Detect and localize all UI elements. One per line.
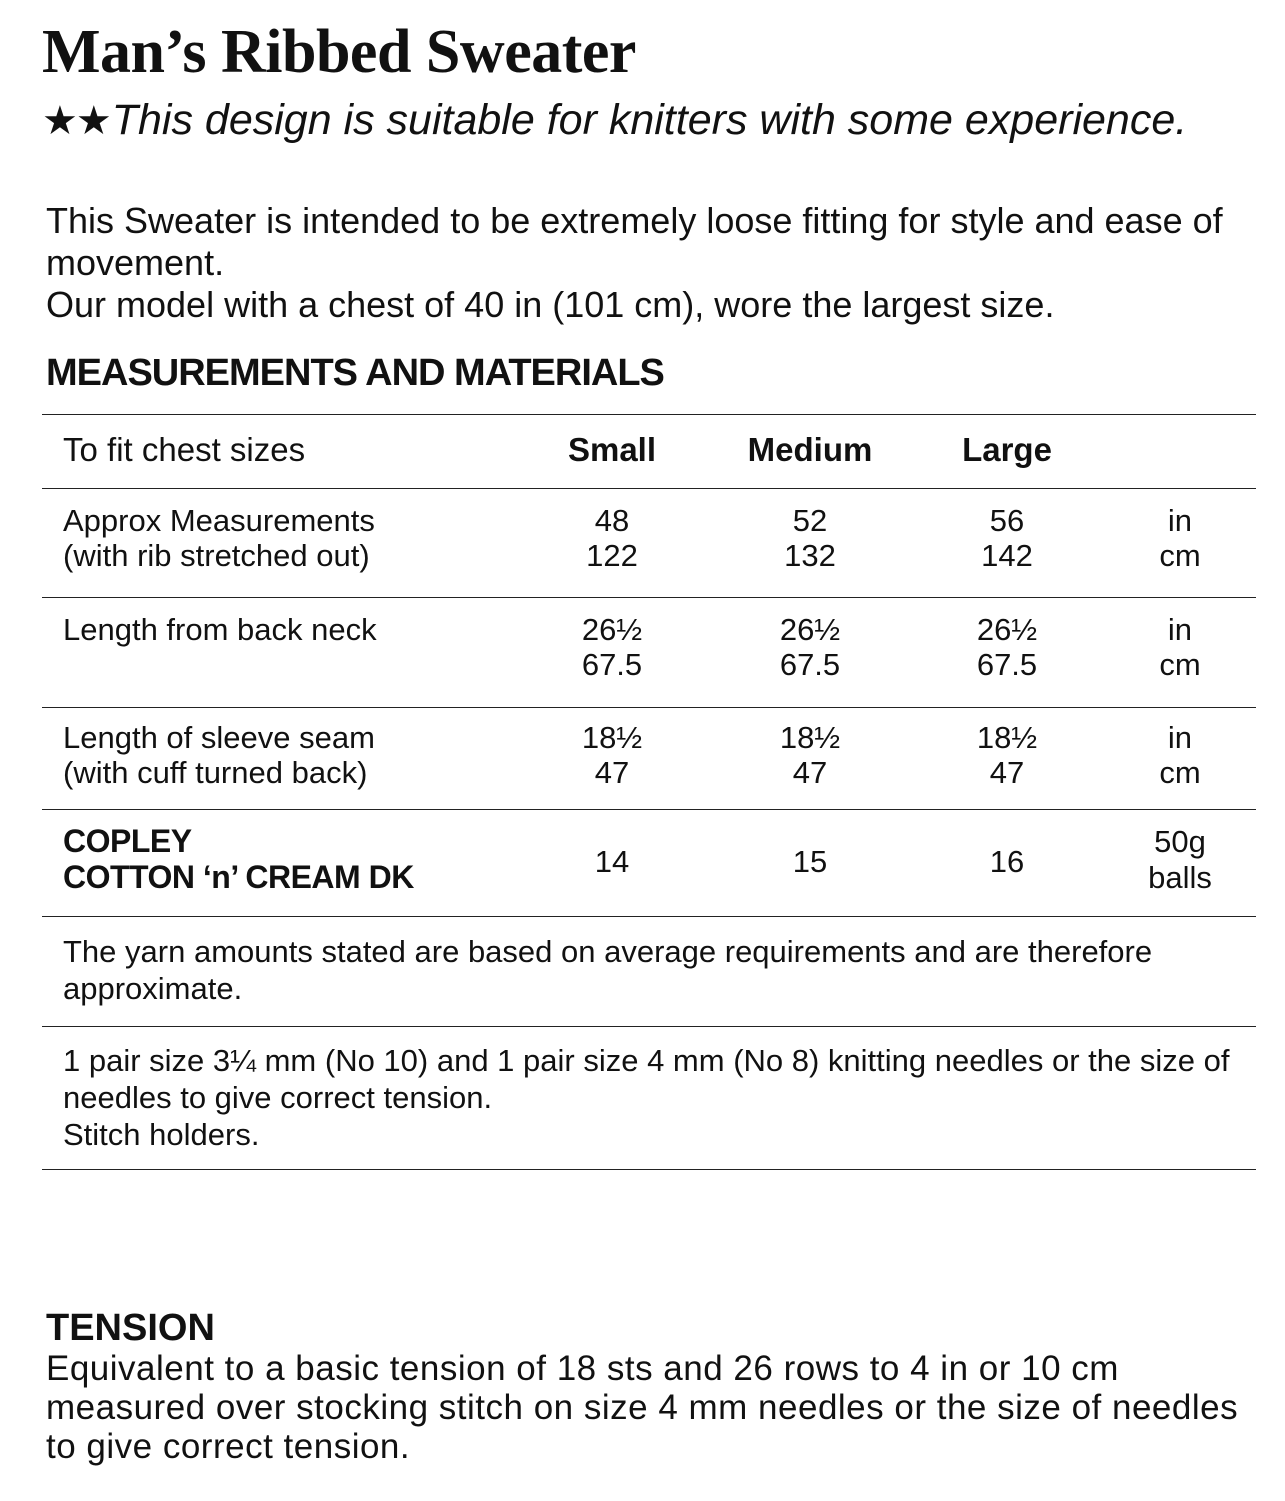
value-small-in: 26½ (581, 612, 643, 647)
table-rule (42, 1169, 1256, 1170)
yarn-brand: COPLEY (63, 823, 192, 859)
value-small-cm: 67.5 (581, 647, 643, 682)
yarn-balls-small: 14 (594, 844, 630, 879)
row-sublabel: (with cuff turned back) (63, 755, 368, 790)
table-rule (42, 809, 1256, 810)
stitch-holders-text: Stitch holders. (63, 1117, 260, 1152)
table-rule (42, 707, 1256, 708)
needles-text: 1 pair size 3¼ mm (No 10) and 1 pair size 4 mm (No 8) knitting needles or the size of needles to give correct tension. (63, 1043, 1230, 1115)
table-rule (42, 414, 1256, 415)
table-rule (42, 488, 1256, 489)
value-large-in: 18½ (976, 720, 1038, 755)
unit-in: in (1167, 503, 1193, 538)
intro-line-model: Our model with a chest of 40 in (101 cm), wore the largest size. (46, 284, 1055, 325)
value-small-in: 48 (594, 503, 630, 538)
row-label: Length from back neck (63, 612, 377, 647)
yarn-note (63, 933, 1243, 1007)
value-small-cm: 47 (594, 755, 630, 790)
unit-ball-weight: 50g (1154, 824, 1206, 859)
yarn-note-text: The yarn amounts stated are based on average requirements and are therefore approximate. (63, 934, 1153, 1006)
value-medium-in: 18½ (779, 720, 841, 755)
page-title: Man’s Ribbed Sweater (42, 18, 636, 86)
tension-heading: TENSION (46, 1307, 215, 1349)
difficulty-stars: ★★ (42, 99, 110, 143)
unit-cm: cm (1159, 755, 1201, 790)
tension-text: Equivalent to a basic tension of 18 sts and 26 rows to 4 in or 10 cm measured over stocking stitch on size 4 mm needles or the size of needles to give correct tension. (46, 1349, 1239, 1466)
unit-in: in (1167, 612, 1193, 647)
value-large-cm: 47 (989, 755, 1025, 790)
row-label: Length of sleeve seam (63, 720, 375, 755)
intro-text (46, 200, 1266, 326)
intro-line-fit: This Sweater is intended to be extremely loose fitting for style and ease of movement. (46, 200, 1223, 283)
value-medium-in: 52 (792, 503, 828, 538)
value-large-in: 56 (989, 503, 1025, 538)
yarn-name: COTTON ‘n’ CREAM DK (63, 859, 414, 895)
table-rule (42, 1026, 1256, 1027)
skill-level-note (42, 96, 1242, 145)
value-medium-in: 26½ (779, 612, 841, 647)
row-label: Approx Measurements (63, 503, 375, 538)
unit-cm: cm (1159, 647, 1201, 682)
table-rule (42, 597, 1256, 598)
column-header-medium: Medium (747, 431, 873, 468)
value-large-in: 26½ (976, 612, 1038, 647)
needles-note (63, 1042, 1243, 1153)
column-header-small: Small (567, 431, 657, 468)
unit-cm: cm (1159, 538, 1201, 573)
column-header-large: Large (962, 431, 1052, 468)
unit-in: in (1167, 720, 1193, 755)
row-sublabel: (with rib stretched out) (63, 538, 370, 573)
value-large-cm: 142 (981, 538, 1033, 573)
skill-note-text: This design is suitable for knitters with some experience. (111, 96, 1188, 144)
value-medium-cm: 132 (784, 538, 836, 573)
value-medium-cm: 67.5 (779, 647, 841, 682)
measurements-heading: MEASUREMENTS AND MATERIALS (46, 352, 664, 394)
value-small-cm: 122 (586, 538, 638, 573)
table-rule (42, 916, 1256, 917)
value-medium-cm: 47 (792, 755, 828, 790)
unit-balls: balls (1148, 860, 1212, 895)
value-large-cm: 67.5 (976, 647, 1038, 682)
value-small-in: 18½ (581, 720, 643, 755)
column-header-label: To fit chest sizes (63, 431, 306, 468)
yarn-balls-large: 16 (989, 844, 1025, 879)
yarn-balls-medium: 15 (792, 844, 828, 879)
